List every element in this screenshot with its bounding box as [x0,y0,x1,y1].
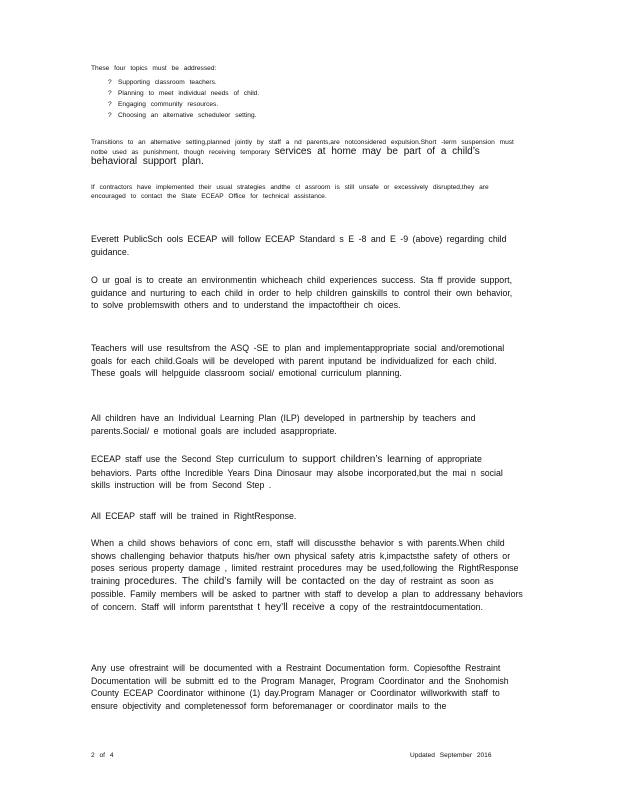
ilp-paragraph: All children have an Individual Learning Plan (ILP) developed in partnership by teachers and parents.Social/ e motional goals are included asappropriate. [91,413,476,436]
trained-paragraph: All ECEAP staff will be trained in RightResponse. [91,511,297,521]
page-number: 2 of 4 [91,752,114,759]
list-item: ? Supporting classroom teachers. [108,79,217,86]
behaviors-paragraph: When a child shows behaviors of conc ern, staff will discussthe behavior s with parents.When child shows challenging behavior thatputs his/her own physical safety atris k,impactsthe safety of others or poses serious property damage , limited restraint procedures may be used,following the RightResponse training procedures. The child’s family will be contacted on the day of restraint as soon as possible. Family members will be asked to partner with staff to develop a plan to addressany behaviors of concern. Staff will inform parentsthat t hey’ll receive a copy of the restraintdocumentation. [91,538,523,613]
teachers-paragraph: Teachers will use resultsfrom the ASQ -SE to plan and implementappropriate social and/oremotional goals for each child.Goals will be developed with parent inputand be individualized for each child. These goals will helpguide classroom social/ emotional curriculum planning. [91,343,505,379]
bullet-icon: ? [108,101,112,108]
list-item: ? Engaging community resources. [108,101,219,108]
bullet-icon: ? [108,112,112,119]
contractors-paragraph: If contractors have implemented their usual strategies andthe cl assroom is still unsafe or excessively disrupted,they are encouraged to contact the State ECEAP Office for technical assistance. [91,184,489,200]
intro-text: These four topics must be addressed: [91,65,217,72]
goal-paragraph: O ur goal is to create an environmentin whicheach child experiences success. Sta ff provide support, guidance and nurturing to each child in order to help children gainskills to control their own behavior, to solve problemswith others and to understand the impactoftheir ch oices. [91,275,513,311]
transitions-paragraph: Transitions to an alternative setting,planned jointly by staff a nd parents,are notconsidered expulsion.Short -term suspension must notbe used as punishment, though receiving temporary services at home may be part of a child’s behavioral support plan. [91,139,514,167]
restraint-paragraph: Any use ofrestraint will be documented with a Restraint Documentation form. Copiesofthe Restraint Documentation will be submitt ed to the Program Manager, Program Coordinator and the Snohomish County ECEAP Coordinator withinone (1) day.Program Manager or Coordinator willworkwith staff to ensure objectivity and completenessof form beforemanager or coordinator mails to the [91,663,509,711]
updated-date: Updated September 2016 [410,752,492,759]
list-item: ? Choosing an alternative scheduleor setting. [108,112,257,119]
everett-paragraph: Everett PublicSch ools ECEAP will follow ECEAP Standard s E -8 and E -9 (above) regarding child guidance. [91,234,507,257]
topics-list [108,77,408,121]
bullet-icon: ? [108,79,112,86]
list-item: ? Planning to meet individual needs of child. [108,90,260,97]
second-step-paragraph: ECEAP staff use the Second Step curriculum to support children’s learning of appropriate behaviors. Parts ofthe Incredible Years Dina Dinosaur may alsobe incorporated,but the mai n social skills instruction will be from Second Step . [91,454,503,491]
bullet-icon: ? [108,90,112,97]
